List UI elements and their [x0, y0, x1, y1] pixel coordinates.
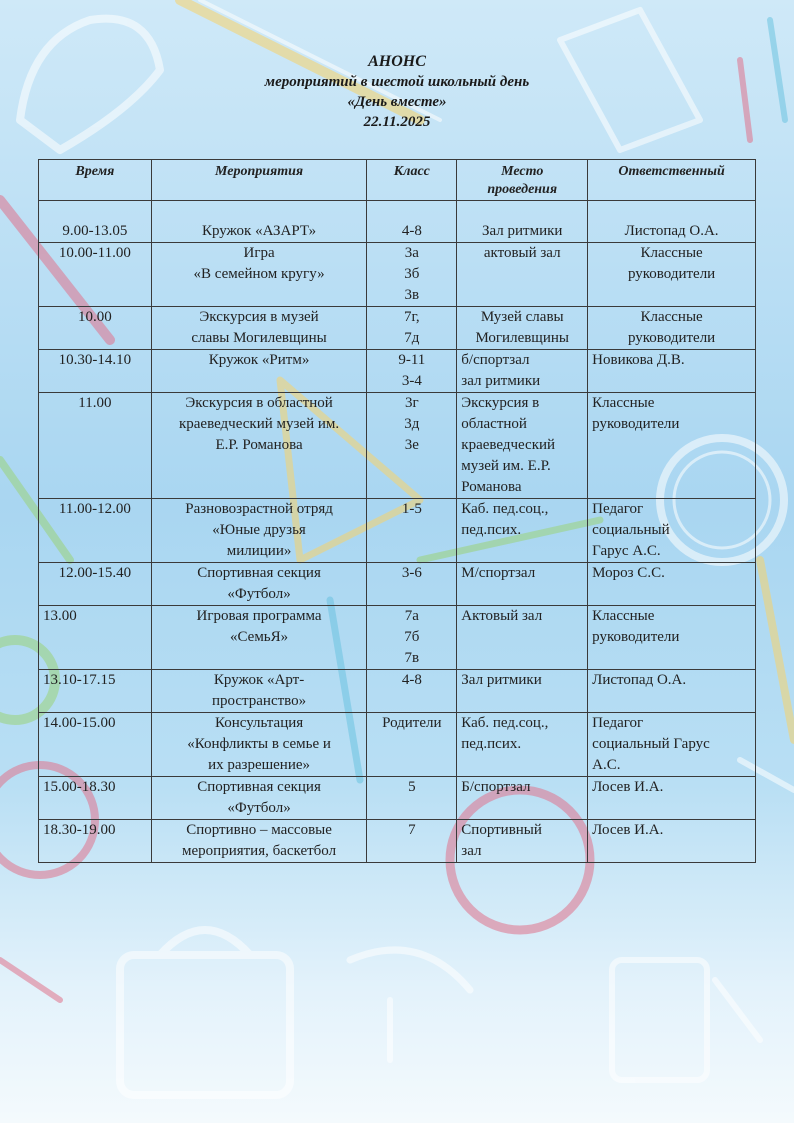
cell-time-line: 10.30-14.10 [58, 352, 132, 368]
cell-class [367, 777, 457, 820]
cell-place-line: Спортивный [461, 822, 542, 838]
cell-time-line: 13.00 [43, 608, 77, 624]
cell-place-line: Каб. пед.соц., [461, 501, 549, 517]
cell-event-line: Е.Р. Романова [215, 437, 303, 453]
cell-place-line: актовый зал [483, 245, 561, 261]
cell-place-line: краеведческий [461, 437, 556, 453]
cell-place-line: зал [461, 843, 482, 859]
cell-event [151, 307, 367, 350]
cell-place-line: музей им. Е.Р. [461, 458, 551, 474]
cell-event-line: Консультация [214, 715, 304, 731]
cell-place-line: Могилевщины [475, 330, 569, 346]
cell-place [457, 350, 588, 393]
cell-event-line: их разрешение» [208, 757, 311, 773]
cell-responsible-line: Классные [640, 245, 703, 261]
cell-event-line: «Футбол» [227, 800, 291, 816]
announcement-header [0, 52, 794, 132]
announcement-title: АНОНС [368, 53, 426, 70]
cell-class [367, 201, 457, 243]
cell-time-line: 13.10-17.15 [43, 672, 116, 688]
cell-event-line: Экскурсия в областной [185, 395, 333, 411]
table-row [39, 499, 756, 563]
cell-event-line: «Конфликты в семье и [187, 736, 331, 752]
cell-class [367, 713, 457, 777]
cell-time [39, 606, 152, 670]
cell-responsible-line: Листопад О.А. [624, 223, 719, 239]
cell-event-line: Кружок «АЗАРТ» [201, 223, 317, 239]
table-row [39, 820, 756, 863]
announcement-subtitle: мероприятий в шестой школьный день [264, 74, 530, 90]
cell-responsible [588, 307, 756, 350]
cell-class-line: 5 [408, 779, 416, 795]
cell-class-line: 9-11 [398, 352, 426, 368]
cell-responsible-line: Педагог [592, 715, 644, 731]
cell-responsible-line: А.С. [592, 757, 621, 773]
column-header-class: Класс [367, 160, 457, 201]
cell-class-line: 7в [404, 650, 420, 666]
cell-responsible [588, 820, 756, 863]
cell-place [457, 307, 588, 350]
cell-responsible [588, 670, 756, 713]
cell-event [151, 350, 367, 393]
cell-time [39, 563, 152, 606]
cell-event [151, 777, 367, 820]
cell-event [151, 393, 367, 499]
cell-class [367, 563, 457, 606]
cell-time-line: 10.00 [78, 309, 112, 325]
cell-place-line: Актовый зал [461, 608, 543, 624]
cell-place-line: Каб. пед.соц., [461, 715, 549, 731]
cell-place [457, 670, 588, 713]
cell-class [367, 307, 457, 350]
cell-event-line: Экскурсия в музей [199, 309, 319, 325]
cell-event [151, 606, 367, 670]
cell-class-line: 7а [404, 608, 419, 624]
cell-place-line: Зал ритмики [461, 672, 542, 688]
cell-place-line: пед.псих. [461, 522, 522, 538]
cell-time-line: 14.00-15.00 [43, 715, 116, 731]
cell-event-line: Игровая программа [196, 608, 322, 624]
cell-time [39, 820, 152, 863]
cell-place-line: областной [461, 416, 527, 432]
cell-place [457, 393, 588, 499]
cell-time-line: 15.00-18.30 [43, 779, 116, 795]
cell-time-line: 11.00-12.00 [58, 501, 131, 517]
cell-responsible [588, 243, 756, 307]
cell-place [457, 201, 588, 243]
cell-responsible-line: Лосев И.А. [592, 779, 664, 795]
cell-place-line: Романова [461, 479, 522, 495]
schedule-table [38, 159, 756, 863]
cell-place-line: Б/спортзал [461, 779, 531, 795]
cell-responsible-line: руководители [627, 330, 716, 346]
cell-place [457, 713, 588, 777]
cell-event-line: пространство» [211, 693, 307, 709]
cell-class-line: 3в [404, 287, 420, 303]
cell-responsible-line: Новикова Д.В. [592, 352, 685, 368]
cell-responsible [588, 563, 756, 606]
cell-place-line: М/спортзал [461, 565, 536, 581]
cell-place-line: Зал ритмики [481, 223, 563, 239]
cell-event-line: Спортивная секция [197, 565, 321, 581]
cell-event [151, 499, 367, 563]
cell-time-line: 11.00 [78, 395, 112, 411]
table-row [39, 670, 756, 713]
cell-responsible-line: Классные [640, 309, 703, 325]
event-date: 22.11.2025 [363, 114, 431, 130]
cell-class-line: 4-8 [401, 672, 422, 688]
cell-event-line: Спортивная секция [197, 779, 321, 795]
cell-place-line: Музей славы [480, 309, 564, 325]
table-row [39, 307, 756, 350]
table-header-row [39, 160, 756, 201]
cell-class [367, 350, 457, 393]
cell-event [151, 820, 367, 863]
cell-responsible-line: социальный [592, 522, 670, 538]
table-row [39, 393, 756, 499]
cell-event-line: Спортивно – массовые [186, 822, 332, 838]
cell-time-line: 9.00-13.05 [62, 223, 128, 239]
cell-event [151, 713, 367, 777]
cell-place-line: зал ритмики [461, 373, 541, 389]
cell-responsible [588, 350, 756, 393]
cell-event [151, 670, 367, 713]
cell-event-line: краеведческий музей им. [178, 416, 340, 432]
table-row [39, 606, 756, 670]
cell-class-line: 3д [404, 416, 420, 432]
cell-responsible-line: социальный Гарус [592, 736, 710, 752]
cell-place [457, 243, 588, 307]
cell-event-line: «Футбол» [227, 586, 291, 602]
cell-class-line: 3б [404, 266, 420, 282]
cell-event-line: милиции» [226, 543, 292, 559]
table-row [39, 350, 756, 393]
cell-class-line: 3е [404, 437, 419, 453]
cell-event-line: Кружок «Арт- [213, 672, 305, 688]
cell-class-line: 7г, [403, 309, 420, 325]
cell-place [457, 563, 588, 606]
cell-time [39, 713, 152, 777]
cell-class-line: Родители [382, 715, 442, 731]
cell-responsible [588, 201, 756, 243]
cell-class [367, 243, 457, 307]
cell-responsible [588, 606, 756, 670]
cell-class-line: 3г [405, 395, 419, 411]
cell-class-line: 3а [404, 245, 419, 261]
cell-class [367, 499, 457, 563]
column-header-responsible: Ответственный [588, 160, 756, 201]
cell-time [39, 243, 152, 307]
cell-class [367, 670, 457, 713]
cell-responsible [588, 713, 756, 777]
cell-responsible-line: руководители [592, 629, 680, 645]
cell-place-line: Экскурсия в [461, 395, 540, 411]
table-row [39, 243, 756, 307]
cell-time [39, 201, 152, 243]
cell-class [367, 820, 457, 863]
cell-time-line: 10.00-11.00 [58, 245, 131, 261]
table-row [39, 777, 756, 820]
cell-class-line: 3-4 [401, 373, 422, 389]
cell-event-line: мероприятия, баскетбол [182, 843, 337, 859]
cell-responsible-line: Классные [592, 395, 655, 411]
schedule-body [39, 201, 756, 863]
cell-responsible-line: Лосев И.А. [592, 822, 664, 838]
cell-time [39, 393, 152, 499]
cell-class-line: 4-8 [401, 223, 422, 239]
cell-class-line: 3-6 [401, 565, 422, 581]
event-day-name: «День вместе» [347, 94, 447, 110]
cell-responsible [588, 393, 756, 499]
cell-event-line: славы Могилевщины [191, 330, 327, 346]
cell-time [39, 499, 152, 563]
cell-place-line: б/спортзал [461, 352, 530, 368]
cell-responsible-line: руководители [627, 266, 716, 282]
cell-event-line: «В семейном кругу» [193, 266, 325, 282]
cell-class-line: 7б [404, 629, 420, 645]
cell-responsible-line: руководители [592, 416, 680, 432]
cell-event [151, 201, 367, 243]
cell-place-line: пед.псих. [461, 736, 522, 752]
cell-responsible-line: Листопад О.А. [592, 672, 687, 688]
cell-responsible-line: Педагог [592, 501, 644, 517]
cell-time [39, 350, 152, 393]
cell-event-line: Разновозрастной отряд [185, 501, 333, 517]
cell-event [151, 563, 367, 606]
cell-place [457, 606, 588, 670]
cell-class-line: 7д [404, 330, 420, 346]
cell-event [151, 243, 367, 307]
cell-class [367, 606, 457, 670]
cell-place [457, 499, 588, 563]
cell-class-line: 1-5 [401, 501, 422, 517]
cell-time [39, 670, 152, 713]
column-header-event: Мероприятия [151, 160, 367, 201]
cell-class-line: 7 [408, 822, 416, 838]
cell-responsible [588, 499, 756, 563]
table-row [39, 563, 756, 606]
cell-responsible-line: Гарус А.С. [592, 543, 661, 559]
table-row [39, 713, 756, 777]
cell-event-line: Кружок «Ритм» [208, 352, 310, 368]
cell-place [457, 820, 588, 863]
cell-time [39, 777, 152, 820]
table-row [39, 201, 756, 243]
column-header-place: Место проведения [457, 160, 588, 201]
cell-time-line: 12.00-15.40 [58, 565, 132, 581]
cell-class [367, 393, 457, 499]
cell-responsible-line: Мороз С.С. [592, 565, 665, 581]
column-header-time: Время [39, 160, 152, 201]
cell-responsible-line: Классные [592, 608, 655, 624]
cell-time [39, 307, 152, 350]
cell-event-line: «Юные друзья [212, 522, 306, 538]
cell-event-line: «СемьЯ» [229, 629, 289, 645]
cell-event-line: Игра [243, 245, 275, 261]
cell-place [457, 777, 588, 820]
cell-responsible [588, 777, 756, 820]
cell-time-line: 18.30-19.00 [43, 822, 116, 838]
